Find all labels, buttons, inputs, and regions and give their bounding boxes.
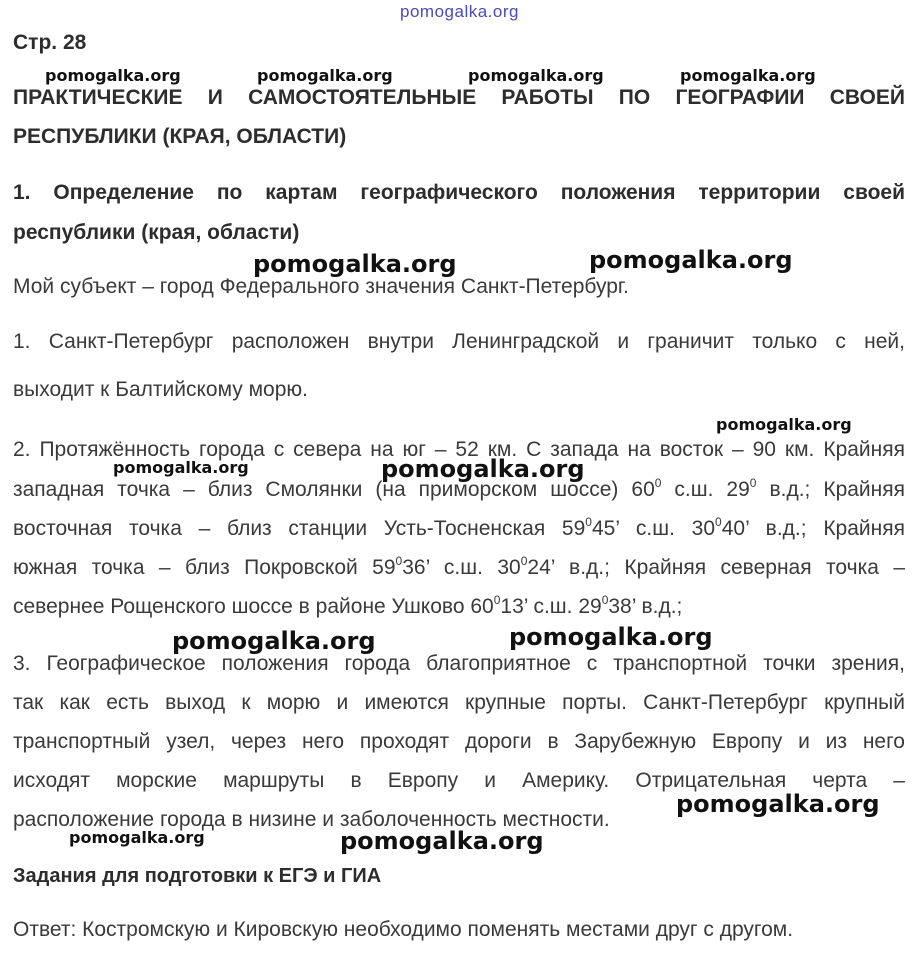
- watermark: pomogalka.org: [509, 623, 713, 651]
- watermark: pomogalka.org: [381, 455, 585, 483]
- paragraph-3-line-3: транспортный узел, через него проходят дороги в Зарубежную Европу и из него: [13, 730, 905, 753]
- watermark: pomogalka.org: [340, 827, 544, 855]
- paragraph-1-line-1: 1. Санкт-Петербург расположен внутри Ленинградской и граничит только с ней,: [13, 330, 905, 353]
- paragraph-3-line-4: исходят морские маршруты в Европу и Америку. Отрицательная черта –: [13, 769, 905, 792]
- paragraph-2-line-4: южная точка – близ Покровской $59^036$’ с.ш. $30^024$’ в.д.; Крайняя северная точка –: [13, 554, 905, 579]
- watermark: pomogalka.org: [253, 250, 457, 278]
- watermark: pomogalka.org: [680, 66, 816, 85]
- watermark-top: pomogalka.org: [400, 2, 519, 21]
- watermark: pomogalka.org: [113, 458, 249, 477]
- watermark: pomogalka.org: [589, 246, 793, 274]
- watermark: pomogalka.org: [45, 66, 181, 85]
- watermark: pomogalka.org: [716, 415, 852, 434]
- section-heading-2: Задания для подготовки к ЕГЭ и ГИА: [13, 865, 382, 887]
- section-heading-line-1: 1. Определение по картам географического положения территории своей: [13, 181, 905, 204]
- paragraph-2-line-3: восточная точка – близ станции Усть-Тосненская $59^045$’ с.ш. $30^040$’ в.д.; Крайняя: [13, 515, 905, 540]
- answer-text: Ответ: Костромскую и Кировскую необходимо поменять местами друг с другом.: [13, 918, 794, 941]
- title-line-2: РЕСПУБЛИКИ (КРАЯ, ОБЛАСТИ): [13, 125, 347, 148]
- watermark: pomogalka.org: [172, 627, 376, 655]
- page-number: Стр. 28: [13, 31, 87, 54]
- watermark: pomogalka.org: [468, 66, 604, 85]
- paragraph-2-line-5: севернее Рощенского шоссе в районе Ушково $60^013$’ с.ш. $29^038$’ в.д.;: [13, 593, 683, 618]
- paragraph-3-line-2: так как есть выход к морю и имеются крупные порты. Санкт-Петербург крупный: [13, 691, 905, 714]
- paragraph-2-line-2: западная точка – близ Смолянки (на приморском шоссе) $60^0$ с.ш. $29^0$ в.д.; Крайняя: [13, 476, 906, 501]
- paragraph-3-line-5: расположение города в низине и заболоченность местности.: [13, 808, 610, 831]
- paragraph-1-line-2: выходит к Балтийскому морю.: [13, 378, 308, 401]
- watermark: pomogalka.org: [676, 790, 880, 818]
- watermark: pomogalka.org: [257, 66, 393, 85]
- intro-text: Мой субъект – город Федерального значения Санкт-Петербург.: [13, 275, 629, 298]
- watermark: pomogalka.org: [69, 828, 205, 847]
- paragraph-2-line-1: 2. Протяжённость города с севера на юг – 52 км. С запада на восток – 90 км. Крайняя: [13, 438, 905, 461]
- paragraph-3-line-1: 3. Географическое положения города благоприятное с транспортной точки зрения,: [13, 652, 905, 675]
- title-line-1: ПРАКТИЧЕСКИЕ И САМОСТОЯТЕЛЬНЫЕ РАБОТЫ ПО ГЕОГРАФИИ СВОЕЙ: [13, 86, 905, 109]
- section-heading-line-2: республики (края, области): [13, 221, 300, 244]
